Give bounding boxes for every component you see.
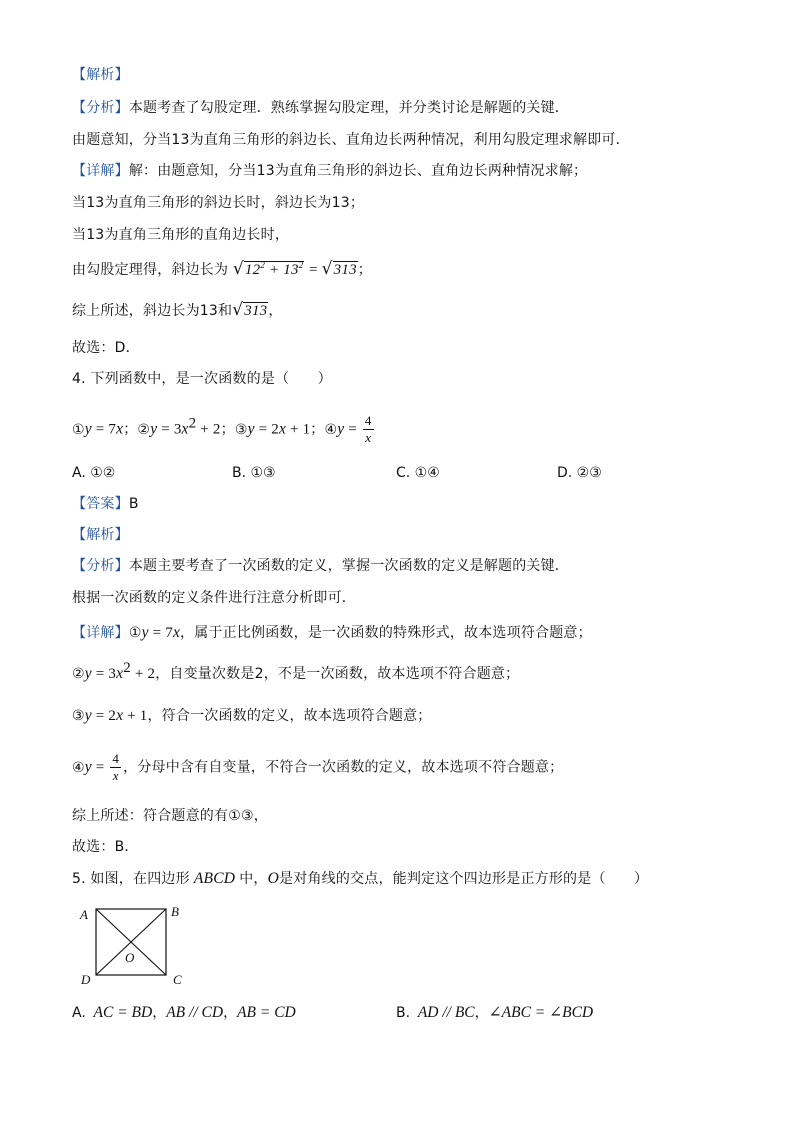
detail-item-2: ②y = $3x^2 + 2$，自变量次数是2，不是一次函数，故本选项不符合题意； — [72, 660, 520, 682]
detail-tag: 【详解】 — [72, 625, 129, 641]
q4-option-b: B. ①③ — [232, 465, 276, 481]
detail-item-3: ③y = 2x + 1，符合一次函数的定义，故本选项符合题意； — [72, 707, 432, 724]
sqrt-expression: $√12^2 + 13^2$ — [232, 259, 304, 279]
detail-4-text: ，分母中含有自变量，不符合一次函数的定义，故本选项不符合题意； — [123, 759, 564, 776]
detail-text: 解：由题意知，分当13为直角三角形的斜边长、直角边长两种情况求解； — [128, 163, 588, 179]
q4-option-d: D. ②③ — [557, 465, 602, 481]
q4-functions: ①y = 7x；②y = $3x^2 + 2$；③y = 2x + 1；④y = $\frac{4}{x}$ — [72, 413, 372, 445]
q5-option-b: B. AD // BC，∠ABC = ∠BCD — [396, 1004, 594, 1021]
vertex-a-label: A — [80, 907, 88, 922]
pythagoras-prefix: 由勾股定理得，斜边长为 — [72, 262, 229, 278]
q5-option-a: A. AC = BD，AB // CD，AB = CD — [72, 1004, 296, 1021]
q4-option-c: C. ①④ — [396, 465, 440, 481]
detail-tag: 【详解】 — [72, 163, 129, 179]
section-jiexi: 【解析】 — [72, 67, 129, 83]
summary-line: 综上所述：符合题意的有①③， — [72, 808, 268, 824]
detail-line — [72, 161, 587, 181]
summary-prefix: 综上所述，斜边长为13和 — [72, 303, 233, 319]
question-4: 4. 下列函数中，是一次函数的是（ ） — [72, 371, 332, 387]
detail-2-text: ，自变量次数是2，不是一次函数，故本选项不符合题意； — [155, 666, 520, 682]
text-line: 故选：D． — [72, 340, 140, 356]
analysis-line — [72, 556, 569, 576]
vertex-c-label: C — [173, 972, 182, 987]
vertex-d-label: D — [81, 972, 91, 987]
analysis-line — [72, 98, 569, 118]
answer-tag: 【答案】 — [72, 496, 129, 512]
detail-item-4: ④y = $\frac{4}{x}$ ，分母中含有自变量，不符合一次函数的定义，故本选项不符合题意； — [72, 751, 564, 783]
summary-line: 综上所述，斜边长为13和√313， — [72, 300, 283, 320]
analysis-tag: 【分析】 — [72, 100, 129, 116]
question-5: 5. 如图，在四边形 ABCD 中，O是对角线的交点，能判定这个四边形是正方形的是（ ） — [72, 870, 649, 887]
analysis-tag: 【分析】 — [72, 558, 129, 574]
analysis-text: 本题主要考查了一次函数的定义，掌握一次函数的定义是解题的关键． — [128, 558, 570, 574]
detail-3-text: ，符合一次函数的定义，故本选项符合题意； — [147, 708, 432, 724]
text-line: 故选：B． — [72, 839, 139, 855]
answer-value: B — [128, 496, 139, 512]
text-line: 当13为直角三角形的斜边长时，斜边长为13； — [72, 195, 365, 211]
quadrilateral-figure — [78, 903, 190, 987]
answer-line — [72, 494, 139, 514]
detail-item-1: 【详解】①y = 7x，属于正比例函数，是一次函数的特殊形式，故本选项符合题意； — [72, 624, 592, 641]
vertex-b-label: B — [171, 904, 179, 919]
text-line: 由题意知，分当13为直角三角形的斜边长、直角边长两种情况，利用勾股定理求解即可． — [72, 132, 630, 148]
text-line: 根据一次函数的定义条件进行注意分析即可． — [72, 590, 356, 606]
section-jiexi: 【解析】 — [72, 527, 129, 543]
sqrt-313: √313 — [232, 300, 268, 320]
q4-option-a: A. ①② — [72, 465, 116, 481]
center-o-label: O — [125, 950, 135, 965]
pythagoras-line: 由勾股定理得，斜边长为 $√12^2 + 13^2 = √313$； — [72, 259, 372, 279]
analysis-text: 本题考查了勾股定理．熟练掌握勾股定理，并分类讨论是解题的关键． — [128, 100, 570, 116]
detail-1-text: ，属于正比例函数，是一次函数的特殊形式，故本选项符合题意； — [180, 625, 592, 641]
text-line: 当13为直角三角形的直角边长时， — [72, 227, 290, 243]
sqrt-313: √313 — [321, 259, 357, 279]
